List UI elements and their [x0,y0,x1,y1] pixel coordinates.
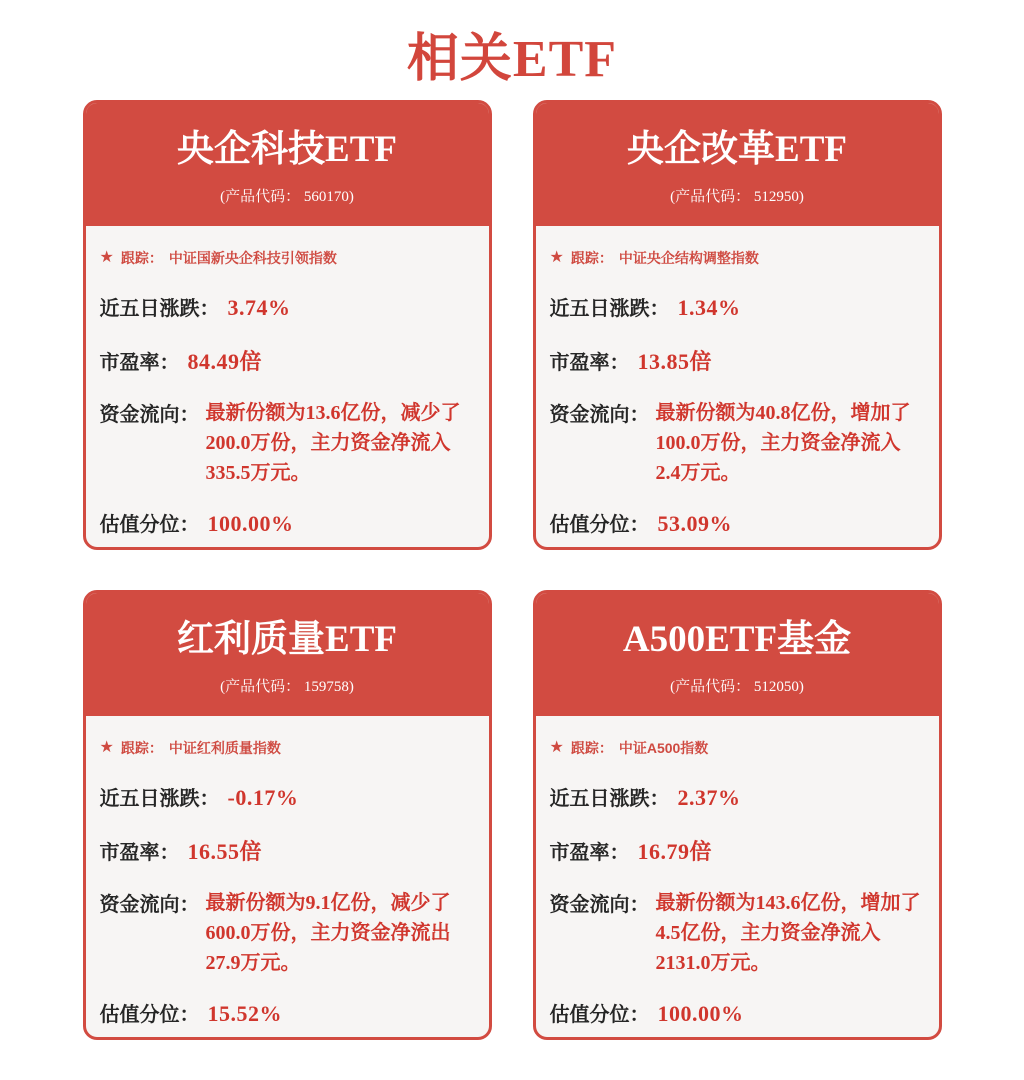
fund-flow-label: 资金流向： [99,894,200,916]
tracking-index: 中证央企结构调整指数 [618,250,759,266]
valuation-row [100,998,475,1027]
five-day-change-row [100,782,475,811]
valuation-label: 估值分位： [99,1004,200,1026]
pe-ratio-label: 市盈率： [99,842,180,864]
etf-name: 央企改革ETF [627,129,847,170]
tracking-row [100,248,475,268]
five-day-change-label: 近五日涨跌： [99,298,220,320]
fund-flow-value: 最新份额为143.6亿份，增加了4.5亿份，主力资金净流入2131.0万元。 [655,892,921,974]
page-title: 相关ETF [406,31,618,88]
tracking-label: 跟踪： [570,250,613,266]
tracking-label: 跟踪： [570,740,613,756]
etf-card-512950 [533,100,942,550]
fund-flow-row [100,398,475,488]
etf-name: 红利质量ETF [177,619,397,660]
pe-ratio-row [550,345,925,376]
five-day-change-value: 2.37% [677,785,741,810]
pe-ratio-row [550,835,925,866]
tracking-row [550,248,925,268]
etf-card-560170 [83,100,492,550]
five-day-change-label: 近五日涨跌： [99,788,220,810]
tracking-label: 跟踪： [120,740,163,756]
etf-card-512050 [533,590,942,1040]
valuation-value: 100.00% [657,1001,744,1026]
tracking-index: 中证国新央企科技引领指数 [168,250,337,266]
five-day-change-label: 近五日涨跌： [549,788,670,810]
pe-ratio-value: 16.55倍 [187,839,263,864]
card-header [536,593,939,716]
fund-flow-label: 资金流向： [549,404,650,426]
valuation-row [550,508,925,537]
valuation-value: 53.09% [657,511,732,536]
tracking-row [100,738,475,758]
etf-product-code: (产品代码： 560170) [220,189,354,205]
five-day-change-value: 3.74% [227,295,291,320]
card-header [86,593,489,716]
etf-card-159758 [83,590,492,1040]
card-header [536,103,939,226]
valuation-label: 估值分位： [549,1004,650,1026]
card-body [86,716,489,1027]
valuation-label: 估值分位： [99,514,200,536]
star-icon: ★ [549,249,564,266]
valuation-label: 估值分位： [549,514,650,536]
etf-product-code: (产品代码： 512050) [670,679,804,695]
valuation-row [550,998,925,1027]
five-day-change-row [550,782,925,811]
five-day-change-label: 近五日涨跌： [549,298,670,320]
fund-flow-row [550,888,925,978]
valuation-row [100,508,475,537]
etf-name: 央企科技ETF [177,129,397,170]
card-header [86,103,489,226]
fund-flow-row [100,888,475,978]
pe-ratio-value: 13.85倍 [637,349,713,374]
valuation-value: 100.00% [207,511,294,536]
five-day-change-value: 1.34% [677,295,741,320]
pe-ratio-label: 市盈率： [549,842,630,864]
card-body [86,226,489,537]
pe-ratio-label: 市盈率： [549,352,630,374]
fund-flow-value: 最新份额为9.1亿份，减少了600.0万份，主力资金净流出27.9万元。 [205,892,451,974]
etf-product-code: (产品代码： 512950) [670,189,804,205]
fund-flow-label: 资金流向： [99,404,200,426]
five-day-change-row [100,292,475,321]
pe-ratio-value: 16.79倍 [637,839,713,864]
tracking-label: 跟踪： [120,250,163,266]
etf-product-code: (产品代码： 159758) [220,679,354,695]
tracking-index: 中证A500指数 [618,740,709,756]
five-day-change-row [550,292,925,321]
fund-flow-label: 资金流向： [549,894,650,916]
pe-ratio-label: 市盈率： [99,352,180,374]
card-body [536,716,939,1027]
star-icon: ★ [99,249,114,266]
tracking-index: 中证红利质量指数 [168,740,281,756]
pe-ratio-row [100,835,475,866]
fund-flow-row [550,398,925,488]
tracking-row [550,738,925,758]
fund-flow-value: 最新份额为13.6亿份，减少了200.0万份，主力资金净流入335.5万元。 [205,402,461,484]
five-day-change-value: -0.17% [227,785,299,810]
star-icon: ★ [99,739,114,756]
valuation-value: 15.52% [207,1001,282,1026]
etf-cards-grid [0,100,1024,1040]
fund-flow-value: 最新份额为40.8亿份，增加了100.0万份，主力资金净流入2.4万元。 [655,402,911,484]
pe-ratio-value: 84.49倍 [187,349,263,374]
etf-name: A500ETF基金 [622,619,852,660]
pe-ratio-row [100,345,475,376]
star-icon: ★ [549,739,564,756]
card-body [536,226,939,537]
